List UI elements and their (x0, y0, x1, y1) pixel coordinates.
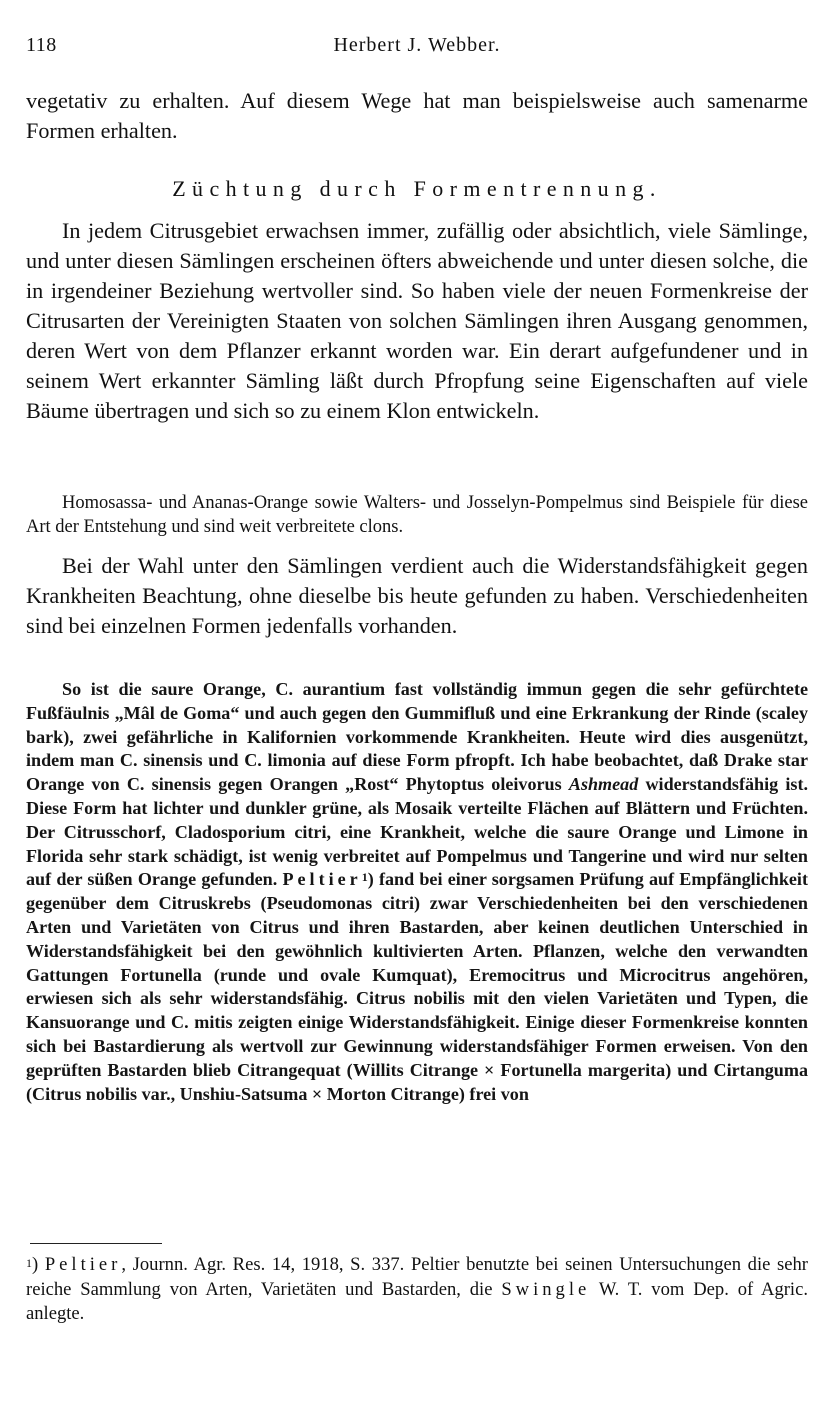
page-header (26, 34, 808, 58)
paragraph-continuation: vegetativ zu erhalten. Auf diesem Wege hat man beispielsweise auch samenarme Formen erhalten. (26, 88, 808, 143)
footnote: $^1$) Peltier, Journn. Agr. Res. 14, 1918, S. 337. Peltier benutzte bei seinen Untersuchungen die sehr reiche Sammlung von Arten, Varietäten und Bastarden, die Swingle W. T. vom Dep. of Agric. anlegte. (26, 1254, 809, 1324)
details-text-part2: widerstandsfähig ist. Diese Form hat lichter und dunkler grüne, als Mosaik verteilte Flächen auf Blättern und Früchten. Der Citrusschorf, Cladosporium citri, eine Krankheit, welche die saure Orange und Limone in Florida sehr stark schädigt, ist wenig verbreitet auf Pompelmus und Tangerine und wird nur selten auf der süßen Orange gefunden. (26, 774, 808, 890)
footnote-divider (30, 1243, 162, 1244)
running-head: Herbert J. Webber. (333, 34, 501, 56)
paragraph-examples: Homosassa- und Ananas-Orange sowie Walters- und Josselyn-Pompelmus sind Beispiele für diese Art der Entstehung und sind weit verbreitete clons. (26, 493, 808, 537)
details-italic-name: Ashmead (568, 774, 639, 795)
details-author-name: Peltier (282, 869, 362, 890)
footnote-reference[interactable]: 1 (361, 870, 368, 885)
footnote-author: Peltier (44, 1254, 122, 1275)
paragraph-selection: In jedem Citrusgebiet erwachsen immer, zufällig oder absichtlich, viele Sämlinge, und unter diesen Sämlingen erscheinen öfters abweichende und unter diesen solche, die in irgendeiner Beziehung wertvoller sind. So haben viele der neuen Formenkreise der Citrusarten der Vereinigten Staaten von solchen Sämlingen ihren Ausgang genommen, deren Wert von dem Pflanzer erkannt worden war. Ein derart aufgefundener und in seinem Wert erkannter Sämling läßt durch Pfropfung seine Eigenschaften auf viele Bäume übertragen und sich so zu einem Klon entwickeln. (26, 218, 808, 423)
footnote-text-part2: W. T. vom Dep. of Agric. anlegte. (26, 1278, 809, 1324)
paragraph-resistance: Bei der Wahl unter den Sämlingen verdient auch die Widerstandsfähigkeit gegen Krankheiten Beachtung, ohne dieselbe bis heute gefunden zu haben. Verschiedenheiten sind bei einzelnen Formen jedenfalls vorhanden. (26, 553, 808, 638)
footnote-name: Swingle (501, 1278, 591, 1300)
footnote-text-part1: , Journn. Agr. Res. 14, 1918, S. 337. Peltier benutzte bei seinen Untersuchungen die sehr reiche Sammlung von Arten, Varietäten und Bastarden, die (26, 1254, 809, 1300)
footnote-marker: 1 (26, 1256, 32, 1270)
page-number: 118 (26, 34, 57, 56)
section-heading: Züchtung durch Formentrennung. (172, 176, 662, 201)
details-text-part3: fand bei einer sorgsamen Prüfung auf Empfänglichkeit gegenüber dem Citruskrebs (Pseudomonas citri) zwar Verschiedenheiten bei den verschiedenen Arten und Varietäten von Citrus und ihren Bastarden, aber keinen deutlichen Unterschied in Widerstandsfähigkeit bei den gewöhnlich kultivierten Arten. Pflanzen, welche den verwandten Gattungen Fortunella (runde und ovale Kumquat), Eremocitrus und Microcitrus angehören, erwiesen sich als sehr widerstandsfähig. Citrus nobilis mit den vielen Varietäten und Typen, die Kansuorange und C. mitis zeigten einige Widerstandsfähigkeit. Einige dieser Formenkreise konnten sich bei Bastardierung als wertvoll zur Gewinnung widerstandsfähiger Formen erweisen. Von den geprüften Bastarden blieb Citrangequat (Willits Citrange × Fortunella margerita) und Cirtanguma (Citrus nobilis var., Unshiu-Satsuma × Morton Citrange) frei von (26, 869, 808, 1104)
details-text-part1: So ist die saure Orange, C. aurantium fast vollständig immun gegen die sehr gefürchtete Fußfäulnis „Mâl de Goma“ und auch gegen den Gummifluß und eine Erkrankung der Rinde (scaley bark), zwei gefährliche in Kalifornien vorkommende Krankheiten. Heute wird dies ausgenützt, indem man C. sinensis und C. limonia auf diese Form pfropft. Ich habe beobachtet, daß Drake star Orange von C. sinensis gegen Orangen „Rost“ Phytoptus oleivorus (26, 679, 808, 795)
paragraph-details: So ist die saure Orange, C. aurantium fast vollständig immun gegen die sehr gefürchtete Fußfäulnis „Mâl de Goma“ und auch gegen den Gummifluß und eine Erkrankung der Rinde (scaley bark), zwei gefährliche in Kalifornien vorkommende Krankheiten. Heute wird dies ausgenützt, indem man C. sinensis und C. limonia auf diese Form pfropft. Ich habe beobachtet, daß Drake star Orange von C. sinensis gegen Orangen „Rost“ Phytoptus oleivorus Ashmead widerstandsfähig ist. Diese Form hat lichter und dunkler grüne, als Mosaik verteilte Flächen auf Blättern und Früchten. Der Citrusschorf, Cladosporium citri, eine Krankheit, welche die saure Orange und Limone in Florida sehr stark schädigt, ist wenig verbreitet auf Pompelmus und Tangerine und wird nur selten auf der süßen Orange gefunden. Peltier$^1$) fand bei einer sorgsamen Prüfung auf Empfänglichkeit gegenüber dem Citruskrebs (Pseudomonas citri) zwar Verschiedenheiten bei den verschiedenen Arten und Varietäten von Citrus und ihren Bastarden, aber keinen deutlichen Unterschied in Widerstandsfähigkeit bei den gewöhnlich kultivierten Arten. Pflanzen, welche den verwandten Gattungen Fortunella (runde und ovale Kumquat), Eremocitrus und Microcitrus angehören, erwiesen sich als sehr widerstandsfähig. Citrus nobilis mit den vielen Varietäten und Typen, die Kansuorange und C. mitis zeigten einige Widerstandsfähigkeit. Einige dieser Formenkreise konnten sich bei Bastardierung als wertvoll zur Gewinnung widerstandsfähiger Formen erweisen. Von den geprüften Bastarden blieb Citrangequat (Willits Citrange × Fortunella margerita) und Cirtanguma (Citrus nobilis var., Unshiu-Satsuma × Morton Citrange) frei von (26, 679, 808, 1104)
